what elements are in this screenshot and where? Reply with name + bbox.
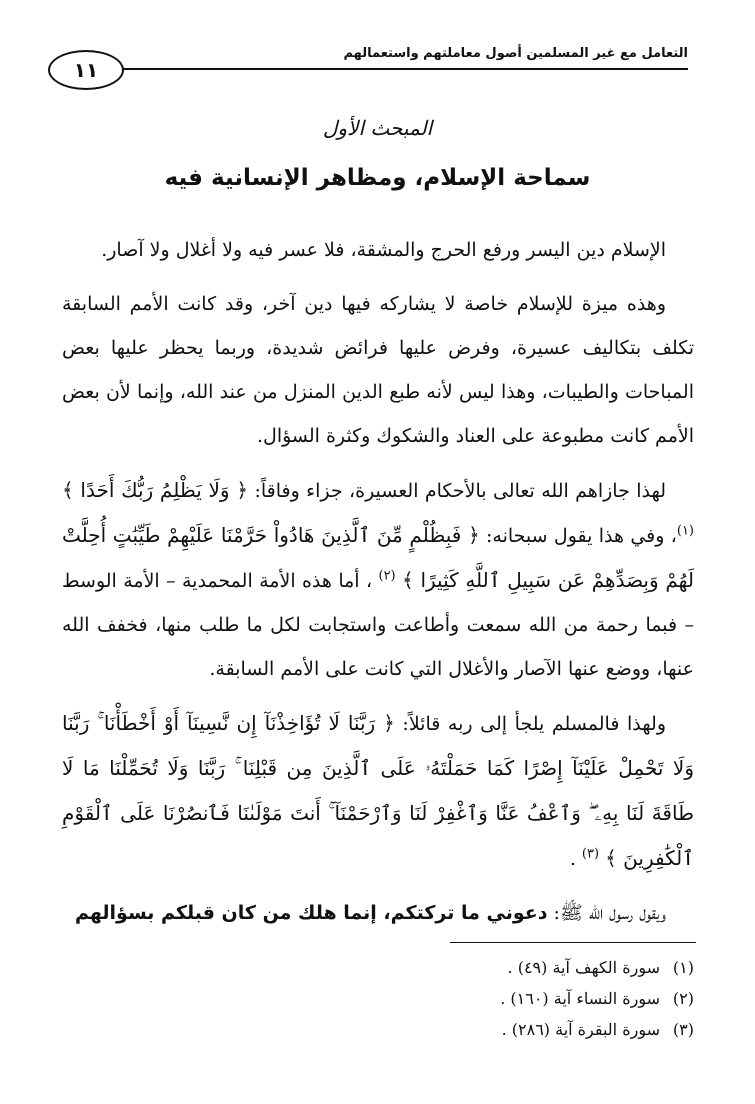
paragraph-5 (62, 891, 694, 935)
paragraph-4-end: . (569, 848, 576, 870)
footnotes (62, 952, 694, 1045)
footnote-number: (٣) (672, 1020, 694, 1039)
paragraph-1 (62, 228, 694, 272)
page-number: ١١ (48, 50, 124, 90)
footnote-text: سورة النساء آية (١٦٠) . (500, 989, 660, 1008)
footnote-text: سورة الكهف آية (٤٩) . (507, 958, 660, 977)
footnote-item (62, 1014, 694, 1045)
paragraph-3 (62, 468, 694, 691)
footnote-item (62, 952, 694, 983)
footnote-text: سورة البقرة آية (٢٨٦) . (501, 1020, 660, 1039)
quran-quote-3: ﴿ رَبَّنَا لَا تُؤَاخِذْنَآ إِن نَّسِينَآ أَوْ أَخْطَأْنَا ۚ رَبَّنَا وَلَا تَحْمِلْ عَلَيْنَآ إِصْرًا كَمَا حَمَلْتَهُۥ عَلَى ٱلَّذِينَ مِن قَبْلِنَا ۚ رَبَّنَا وَلَا تُحَمِّلْنَا مَا لَا طَاقَةَ لَنَا بِهِۦ ۖ وَٱعْفُ عَنَّا وَٱغْفِرْ لَنَا وَٱرْحَمْنَآ ۚ أَنتَ مَوْلَىٰنَا فَٱنصُرْنَا عَلَى ٱلْقَوْمِ ٱلْكَٰفِرِينَ ﴾ (62, 711, 694, 870)
paragraph-5-text-a: ويقول رسول الله ﷺ: (553, 902, 666, 924)
paragraph-1-text: الإسلام دين اليسر ورفع الحرج والمشقة، فلا عسر فيه ولا أغلال ولا آصار. (101, 239, 666, 261)
footnote-ref-3: (٣) (581, 846, 600, 862)
paragraph-3-text-c: ، أما هذه الأمة المحمدية – الأمة الوسط – فبما رحمة من الله سمعت وأطاعت واستجابت لكل ما طلب منها، فخفف الله عنها، ووضع عنها الآصار والأغلال التي كانت على الأمم السابقة. (62, 570, 694, 680)
body-text (62, 228, 694, 945)
quran-quote-1: ﴿ وَلَا يَظْلِمُ رَبُّكَ أَحَدًا ﴾ (62, 478, 249, 502)
section-heading: المبحث الأول (322, 116, 433, 140)
paragraph-2 (62, 282, 694, 458)
footnote-number: (١) (672, 958, 694, 977)
footnote-item (62, 983, 694, 1014)
chapter-title: سماحة الإسلام، ومظاهر الإنسانية فيه (164, 165, 591, 191)
header-rule (118, 68, 688, 70)
running-title: التعامل مع غير المسلمين أصول معاملتهم واستعمالهم (343, 46, 688, 61)
running-header (48, 42, 688, 88)
paragraph-4 (62, 701, 694, 881)
footnote-ref-2: (٢) (378, 568, 396, 584)
footnote-separator (450, 942, 696, 943)
paragraph-3-text-b: ، وفي هذا يقول سبحانه: (486, 525, 677, 547)
paragraph-3-text-a: لهذا جازاهم الله تعالى بالأحكام العسيرة، جزاء وفاقاً: (254, 480, 667, 502)
paragraph-2-text: وهذه ميزة للإسلام خاصة لا يشاركه فيها دين آخر، وقد كانت الأمم السابقة تكلف بتكاليف عسيرة، وفرض عليها فرائض شديدة، وربما يحظر عليها بعض المباحات والطيبات، وهذا ليس لأنه طبع الدين المنزل من عند الله، وإنما لأن بعض الأمم كانت مطبوعة على العناد والشكوك وكثرة السؤال. (62, 293, 694, 447)
quran-quote-2: ﴿ فَبِظُلْمٍ مِّنَ ٱلَّذِينَ هَادُواْ حَرَّمْنَا عَلَيْهِمْ طَيِّبَٰتٍ أُحِلَّتْ لَهُمْ وَبِصَدِّهِمْ عَن سَبِيلِ ٱللَّهِ كَثِيرًا ﴾ (62, 523, 694, 592)
paragraph-4-text-a: ولهذا فالمسلم يلجأ إلى ربه قائلاً: (402, 713, 666, 735)
footnote-ref-1: (١) (676, 523, 694, 539)
footnote-number: (٢) (672, 989, 694, 1008)
hadith-text: دعوني ما تركتكم، إنما هلك من كان قبلكم بسؤالهم (74, 902, 548, 924)
